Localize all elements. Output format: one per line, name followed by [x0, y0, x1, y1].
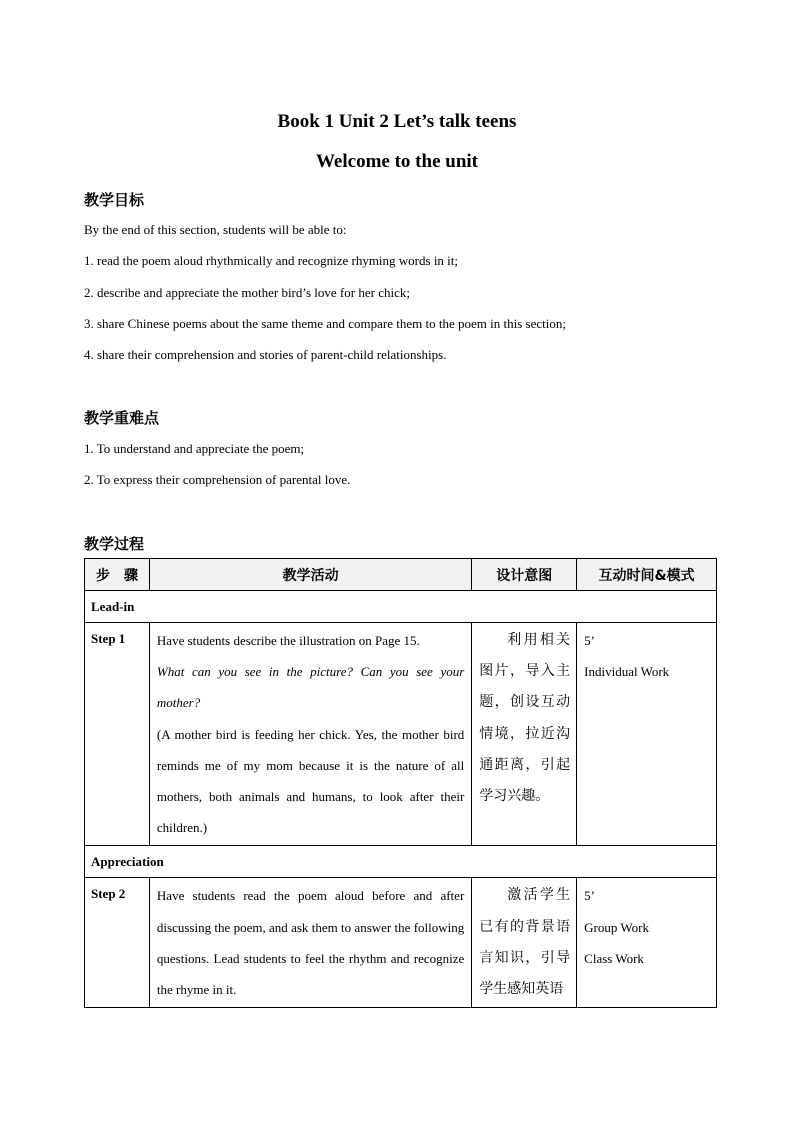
objectives-heading: 教学目标: [84, 191, 145, 209]
section-label: Lead-in: [85, 591, 717, 623]
objective-item: 2. describe and appreciate the mother bird’s love for her chick;: [84, 285, 410, 300]
activity-text: Have students describe the illustration on Page 15.: [156, 633, 420, 648]
process-heading: 教学过程: [84, 535, 145, 553]
objective-item: 3. share Chinese poems about the same theme and compare them to the poem in this section;: [84, 316, 566, 331]
activity-question: What can you see in the picture? Can you see your mother?: [156, 664, 465, 711]
header-activity: 教学活动: [149, 559, 471, 591]
mode-value: Group Work: [584, 919, 649, 935]
mode-value: Individual Work: [584, 664, 670, 680]
table-row: [85, 623, 717, 846]
header-time-mode: 互动时间&模式: [577, 559, 717, 591]
table-header-row: [85, 559, 717, 591]
objective-item: 4. share their comprehension and stories of parent-child relationships.: [84, 347, 447, 362]
purpose-cell: [472, 878, 577, 1008]
step-label: Step 1: [85, 623, 150, 846]
section-row-appreciation: [85, 846, 717, 878]
table-row: [85, 878, 717, 1008]
time-value: 5’: [584, 888, 595, 904]
section-label: Appreciation: [85, 846, 717, 878]
mode-value: Class Work: [584, 950, 644, 966]
header-purpose: 设计意图: [472, 559, 577, 591]
key-point-item: 1. To understand and appreciate the poem;: [84, 441, 305, 456]
document-title: Book 1 Unit 2 Let’s talk teens: [277, 111, 517, 132]
time-value: 5’: [584, 633, 595, 648]
key-points-heading: 教学重难点: [84, 409, 160, 427]
time-mode-cell: [577, 878, 717, 1008]
step-label: Step 2: [85, 878, 150, 1008]
purpose-cell: [472, 623, 577, 846]
activity-answer: (A mother bird is feeding her chick. Yes, the mother bird reminds me of my mom because it is the nature of all mothers, both animals and humans, to look after their children.): [156, 726, 465, 836]
objective-item: 1. read the poem aloud rhythmically and recognize rhyming words in it;: [84, 253, 459, 268]
purpose-text: 激活学生已有的背景语言知识，引导学生感知英语: [479, 887, 571, 998]
activity-cell: [149, 623, 471, 846]
document-subtitle: Welcome to the unit: [315, 151, 478, 172]
key-point-item: 2. To express their comprehension of parental love.: [84, 472, 351, 487]
time-mode-cell: [577, 623, 717, 846]
header-step: 步 骤: [85, 559, 150, 591]
activity-cell: [149, 878, 471, 1008]
lesson-process-table: [84, 558, 717, 1008]
purpose-text: 利用相关图片，导入主题，创设互动情境，拉近沟通距离，引起学习兴趣。: [479, 632, 571, 805]
objectives-intro: By the end of this section, students will be able to:: [84, 222, 347, 237]
section-row-lead-in: [85, 591, 717, 623]
activity-text: Have students read the poem aloud before and after discussing the poem, and ask them to answer the following questions. Lead students to feel the rhythm and recognize the rhyme in it.: [156, 888, 465, 998]
